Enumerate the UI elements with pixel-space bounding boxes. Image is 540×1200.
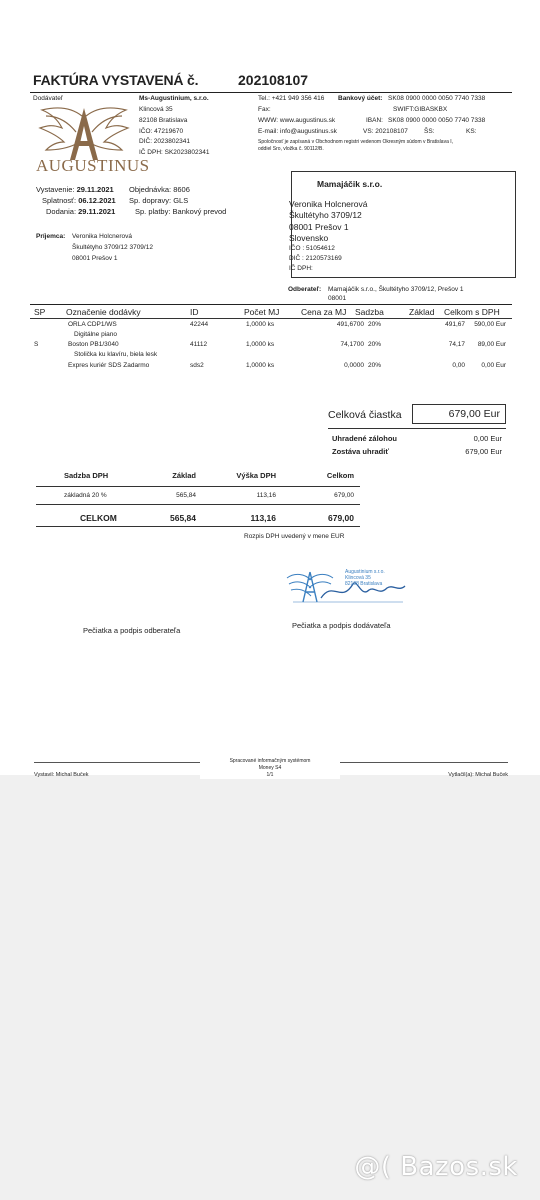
- recipient-label: Príjemca:: [36, 233, 66, 240]
- total-value: 679,00 Eur: [448, 408, 500, 420]
- due-label: Splatnosť:: [42, 196, 77, 205]
- buyer-name: Veronika Holcnerová: [289, 199, 368, 209]
- supplier-ss: ŠS:: [424, 128, 435, 135]
- buyer-company: Mamajáčik s.r.o.: [317, 179, 383, 189]
- footer-system-1: Spracované informačným systémom: [229, 758, 311, 764]
- vat-note: Rozpis DPH uvedený v mene EUR: [244, 533, 345, 540]
- delivery-row: [46, 206, 115, 217]
- orderer-line2: 08001: [328, 295, 347, 302]
- item-rate: 20%: [368, 321, 382, 328]
- items-header-divider: [30, 318, 512, 319]
- item-qty: 1,0000 ks: [246, 341, 275, 348]
- vat-total-amount: 113,16: [250, 513, 276, 523]
- buyer-street: Škultétyho 3709/12: [289, 210, 362, 220]
- order-label: Objednávka:: [129, 185, 172, 194]
- paid-label: Uhradené zálohou: [332, 434, 398, 443]
- shipping-value: GLS: [173, 196, 189, 205]
- vat-amount: 113,16: [256, 492, 276, 499]
- item-sp: S: [34, 341, 39, 348]
- vat-base: 565,84: [176, 492, 196, 499]
- supplier-signature-label: Pečiatka a podpis dodávateľa: [292, 621, 391, 630]
- shipping-label: Sp. dopravy:: [129, 196, 172, 205]
- item-base: 74,17: [448, 341, 465, 348]
- vat-total: 679,00: [334, 492, 354, 499]
- bank-label: Bankový účet:: [338, 95, 383, 102]
- recipient-street: Škultétyho 3709/12 3709/12: [72, 244, 153, 251]
- col-name: Označenie dodávky: [66, 307, 141, 317]
- item-id: 41112: [190, 341, 208, 348]
- footer-system: [200, 758, 340, 779]
- item-id: sds2: [190, 362, 204, 369]
- item-qty: 1,0000 ks: [246, 362, 275, 369]
- item-name: Expres kuriér SDS Zadarmo: [68, 362, 150, 369]
- bank-account: SK08 0900 0000 0050 7740 7338: [388, 95, 486, 102]
- stamp-text: [345, 569, 385, 587]
- total-label: Celková čiastka: [328, 409, 402, 421]
- item-total: 89,00 Eur: [477, 341, 506, 348]
- item-base: 491,67: [445, 321, 465, 328]
- vat-header-divider: [36, 486, 360, 487]
- items-header-row: [30, 306, 512, 318]
- company-stamp: [283, 568, 408, 608]
- registry-note: [258, 139, 508, 153]
- supplier-name: Ms-Augustinium, s.r.o.: [139, 95, 209, 102]
- order-row: [129, 184, 190, 195]
- vat-rate: základná 20 %: [64, 492, 107, 499]
- supplier-label: Dodávateľ: [33, 95, 63, 102]
- vat-header-total: Celkom: [326, 471, 354, 480]
- registry-note-2: oddiel Sro, vložka č. 90112/B.: [258, 146, 324, 152]
- item-unit-price: 491,6700: [336, 321, 364, 328]
- col-rate: Sadzba: [355, 307, 384, 317]
- col-qty: Počet MJ: [244, 307, 280, 317]
- total-box: [412, 404, 506, 424]
- item-description: Digitálne piano: [74, 331, 118, 338]
- item-row: [30, 361, 512, 373]
- col-sp: SP: [34, 307, 46, 317]
- iban-label: IBAN:: [366, 117, 383, 124]
- order-value: 8606: [173, 185, 190, 194]
- issued-label: Vystavenie:: [36, 185, 75, 194]
- invoice-title: FAKTÚRA VYSTAVENÁ č.: [33, 72, 199, 88]
- orderer-label: Odberateľ:: [288, 286, 322, 293]
- supplier-www: WWW: www.augustinus.sk: [258, 117, 336, 124]
- col-id: ID: [190, 307, 199, 317]
- orderer-line1: Mamajáčik s.r.o., Škultétyho 3709/12, Prešov 1: [328, 286, 464, 293]
- footer-printed-by: Vytlačil(a): Michal Buček: [448, 772, 508, 778]
- vat-row-divider: [36, 504, 360, 505]
- shipping-row: [129, 195, 188, 206]
- buyer-icdph: IČ DPH:: [289, 265, 313, 272]
- item-qty: 1,0000 ks: [246, 321, 275, 328]
- vat-bottom-divider: [36, 526, 360, 527]
- footer-system-2: Money S4: [258, 765, 282, 771]
- item-id: 42244: [190, 321, 209, 328]
- due-date: 06.12.2021: [78, 196, 116, 205]
- col-total: Celkom s DPH: [444, 307, 500, 317]
- buyer-dic: DIČ : 2120573169: [289, 255, 342, 262]
- payment-value: Bankový prevod: [172, 207, 227, 216]
- bazos-watermark: @( Bazos.sk: [354, 1152, 518, 1182]
- supplier-street: Klincová 35: [139, 106, 173, 113]
- supplier-fax: Fax:: [258, 106, 271, 113]
- registry-note-1: Spoločnosť je zapísaná v Obchodnom registri vedenom Okresným súdom v Bratislava I,: [258, 139, 454, 145]
- remaining-value: 679,00 Eur: [465, 447, 502, 456]
- vat-total-row: [36, 512, 360, 524]
- footer-page: 1/1: [266, 772, 274, 778]
- vat-data-row: [36, 491, 360, 503]
- supplier-ks: KS:: [466, 128, 477, 135]
- supplier-ico: IČO: 47219670: [139, 128, 184, 135]
- footer-issued-by: Vystavil: Michal Buček: [34, 772, 89, 778]
- item-name: Boston PB1/3040: [68, 341, 119, 348]
- totals-divider: [328, 428, 506, 429]
- item-total: 590,00 Eur: [474, 321, 506, 328]
- delivery-label: Dodania:: [46, 207, 77, 216]
- stamp-line-2: Klincová 35: [345, 575, 371, 581]
- issued-date: 29.11.2021: [76, 185, 114, 194]
- item-description: Stolička ku klavíru, biela lesk: [74, 351, 158, 358]
- supplier-iban: SK08 0900 0000 0050 7740 7338: [388, 117, 486, 124]
- item-unit-price: 74,1700: [340, 341, 364, 348]
- payment-label: Sp. platby:: [135, 207, 171, 216]
- invoice-number: 202108107: [238, 72, 309, 88]
- winged-a-icon: [36, 102, 132, 164]
- col-unit-price: Cena za MJ: [301, 307, 347, 317]
- vat-total-sum: 679,00: [328, 513, 354, 523]
- title-divider: [30, 92, 512, 93]
- remaining-label: Zostáva uhradiť: [332, 447, 389, 456]
- supplier-email: E-mail: info@augustinus.sk: [258, 128, 337, 135]
- vat-header-base: Základ: [172, 471, 196, 480]
- buyer-ico: IČO : 51054612: [289, 245, 335, 252]
- supplier-city: 82108 Bratislava: [139, 117, 188, 124]
- paid-value: 0,00 Eur: [473, 434, 502, 443]
- item-name: ORLA CDP1/WS: [68, 321, 117, 328]
- buyer-country: Slovensko: [289, 233, 329, 243]
- stamp-line-3: 82108 Bratislava: [345, 581, 383, 587]
- recipient-city: 08001 Prešov 1: [72, 255, 118, 262]
- delivery-date: 29.11.2021: [78, 207, 116, 216]
- item-unit-price: 0,0000: [344, 362, 364, 369]
- item-rate: 20%: [368, 341, 382, 348]
- item-total: 0,00 Eur: [481, 362, 506, 369]
- supplier-tel: Tel.: +421 949 356 416: [258, 95, 325, 102]
- supplier-dic: DIČ: 2023802341: [139, 138, 190, 145]
- item-rate: 20%: [368, 362, 382, 369]
- logo-text: AUGUSTINUS: [36, 156, 150, 175]
- supplier-swift: SWIFT:GIBASKBX: [393, 106, 448, 113]
- vat-header-rate: Sadzba DPH: [64, 471, 109, 480]
- supplier-vs: VS: 202108107: [363, 128, 408, 135]
- buyer-signature-label: Pečiatka a podpis odberateľa: [83, 626, 181, 635]
- due-row: [42, 195, 116, 206]
- supplier-icdph: IČ DPH: SK2023802341: [139, 149, 210, 156]
- vat-total-label: CELKOM: [80, 513, 117, 523]
- payment-row: [135, 206, 226, 217]
- vat-header-vat: Výška DPH: [236, 471, 276, 480]
- vat-total-base: 565,84: [170, 513, 196, 523]
- col-base: Základ: [409, 307, 435, 317]
- augustinus-logo: [36, 102, 150, 180]
- items-top-divider: [30, 304, 512, 305]
- stamp-line-1: Augustinium s.r.o.: [345, 569, 385, 575]
- recipient-name: Veronika Holcnerová: [72, 233, 132, 240]
- item-base: 0,00: [452, 362, 465, 369]
- buyer-city: 08001 Prešov 1: [289, 222, 349, 232]
- vat-header-row: [36, 470, 360, 482]
